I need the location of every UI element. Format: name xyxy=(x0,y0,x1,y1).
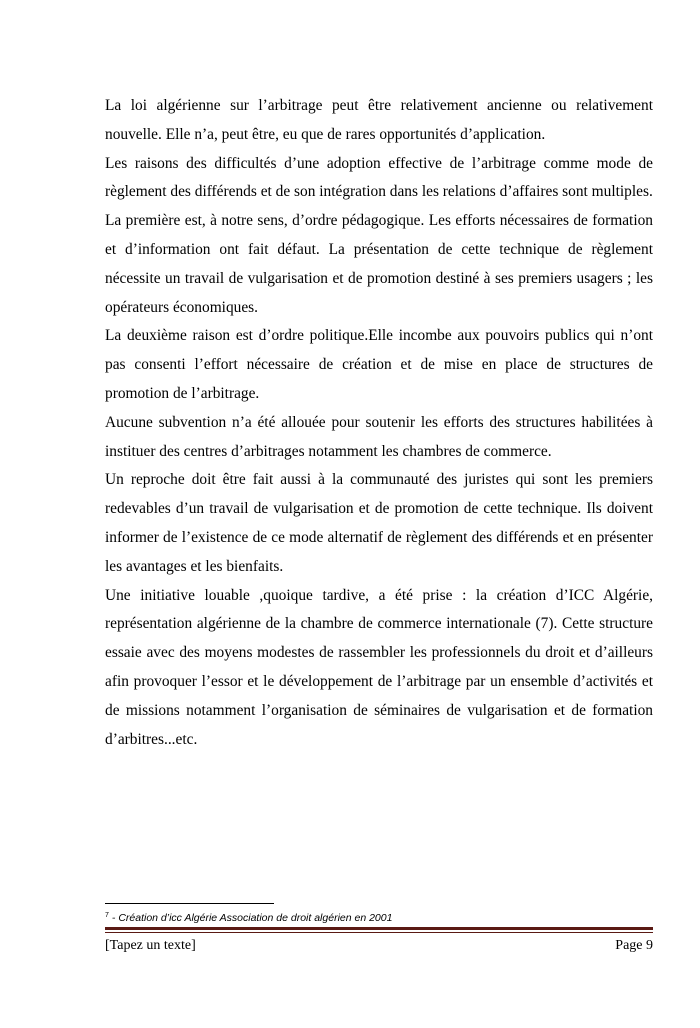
paragraph-3: La première est, à notre sens, d’ordre pédagogique. Les efforts nécessaires de formation et d’information ont fait défaut. La présentation de cette technique de règlement nécessite un travail de vulgarisation et de promotion destiné à ses premiers usagers ; les opérateurs économiques. xyxy=(105,212,653,316)
footnote xyxy=(105,908,653,926)
footnote-separator xyxy=(105,903,274,904)
document-body xyxy=(105,92,653,754)
paragraph-6: Un reproche doit être fait aussi à la communauté des juristes qui sont les premiers redevables d’un travail de vulgarisation et de promotion de cette technique. Ils doivent informer de l’existence de ce mode alternatif de règlement des différends et en présenter les avantages et les bienfaits. xyxy=(105,471,653,575)
paragraph-4: La deuxième raison est d’ordre politique.Elle incombe aux pouvoirs publics qui n’ont pas consenti l’effort nécessaire de création et de mise en place de structures de promotion de l’arbitrage. xyxy=(105,327,653,402)
paragraph-7: Une initiative louable ,quoique tardive, a été prise : la création d’ICC Algérie, représentation algérienne de la chambre de commerce internationale (7). Cette structure essaie avec des moyens modestes de rassembler les professionnels du droit et d’ailleurs afin provoquer l’essor et le développement de l’arbitrage par un ensemble d’activités et de missions notamment l’organisation de séminaires de vulgarisation et de formation d’arbitres...etc. xyxy=(105,586,653,748)
footnote-text: - Création d’icc Algérie Association de droit algérien en 2001 xyxy=(111,912,393,924)
footer-placeholder-text: [Tapez un texte] xyxy=(105,938,196,953)
footer-rule-thick xyxy=(105,927,653,930)
page-number: Page 9 xyxy=(615,938,653,953)
paragraph-1: La loi algérienne sur l’arbitrage peut être relativement ancienne ou relativement nouvelle. Elle n’a, peut être, eu que de rares opportunités d’application. xyxy=(105,97,653,143)
footnote-number: 7 xyxy=(105,912,109,919)
paragraph-2: Les raisons des difficultés d’une adoption effective de l’arbitrage comme mode de règlement des différends et de son intégration dans les relations d’affaires sont multiples. xyxy=(105,154,653,201)
paragraph-5: Aucune subvention n’a été allouée pour soutenir les efforts des structures habilitées à instituer des centres d’arbitrages notamment les chambres de commerce. xyxy=(105,413,653,460)
footer-rule-thin xyxy=(105,932,653,933)
